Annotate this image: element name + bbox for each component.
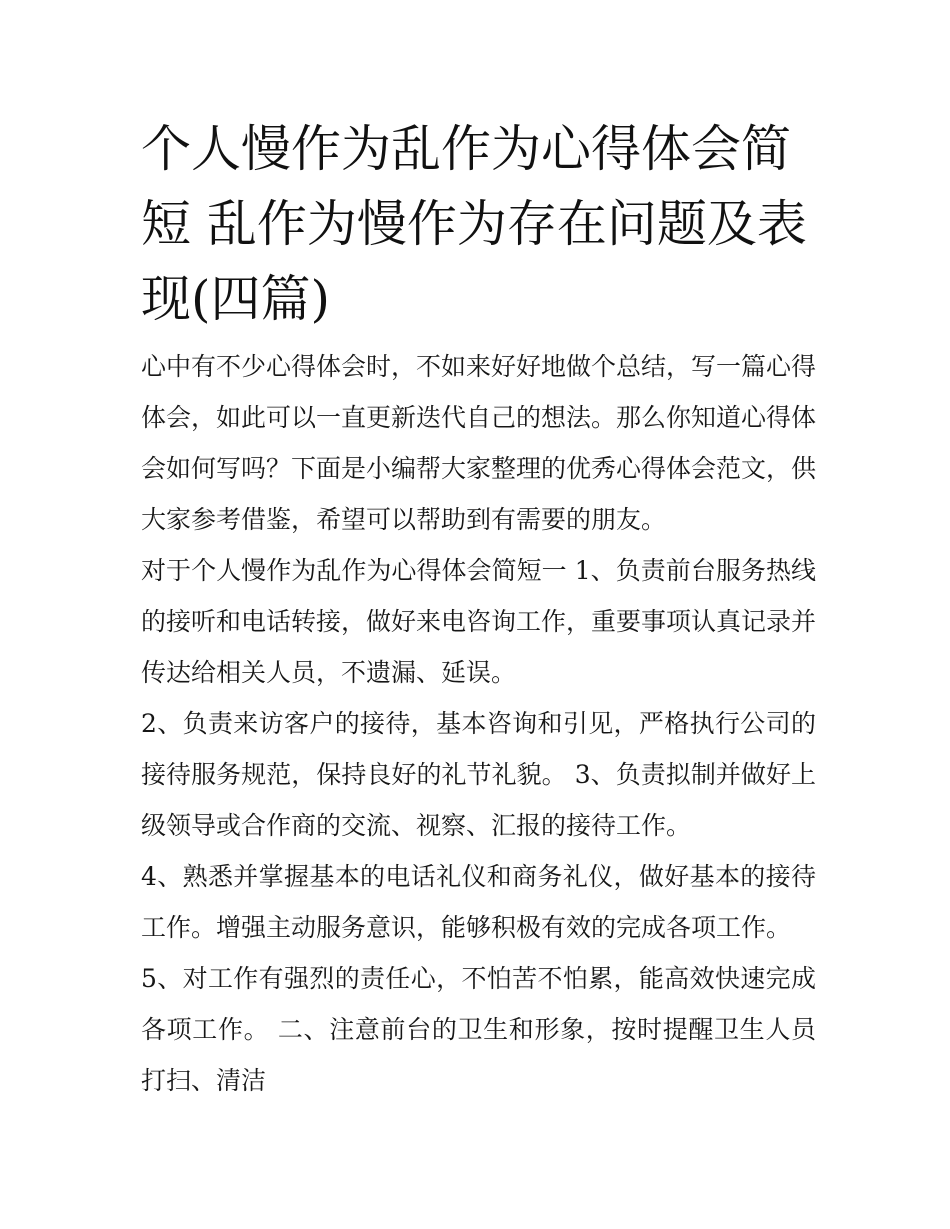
- document-page: [141, 112, 816, 1106]
- paragraph-item-4: 4、熟悉并掌握基本的电话礼仪和商务礼仪，做好基本的接待工作。增强主动服务意识，能够积极有效的完成各项工作。: [141, 862, 816, 942]
- document-title: 个人慢作为乱作为心得体会简短 乱作为慢作为存在问题及表现(四篇): [141, 120, 807, 328]
- document-body: [141, 341, 816, 1106]
- paragraph-item-2-3: 2、负责来访客户的接待，基本咨询和引见，严格执行公司的接待服务规范，保持良好的礼节礼貌。 3、负责拟制并做好上级领导或合作商的交流、视察、汇报的接待工作。: [141, 709, 816, 840]
- paragraph-item-5: 5、对工作有强烈的责任心，不怕苦不怕累，能高效快速完成各项工作。 二、注意前台的卫生和形象，按时提醒卫生人员打扫、清洁: [141, 964, 816, 1095]
- paragraph-intro: 心中有不少心得体会时，不如来好好地做个总结，写一篇心得体会，如此可以一直更新迭代自己的想法。那么你知道心得体会如何写吗？下面是小编帮大家整理的优秀心得体会范文，供大家参考借鉴，希望可以帮助到有需要的朋友。: [141, 352, 817, 534]
- paragraph-item-1: 对于个人慢作为乱作为心得体会简短一 1、负责前台服务热线的接听和电话转接，做好来电咨询工作，重要事项认真记录并传达给相关人员，不遗漏、延误。: [141, 556, 817, 687]
